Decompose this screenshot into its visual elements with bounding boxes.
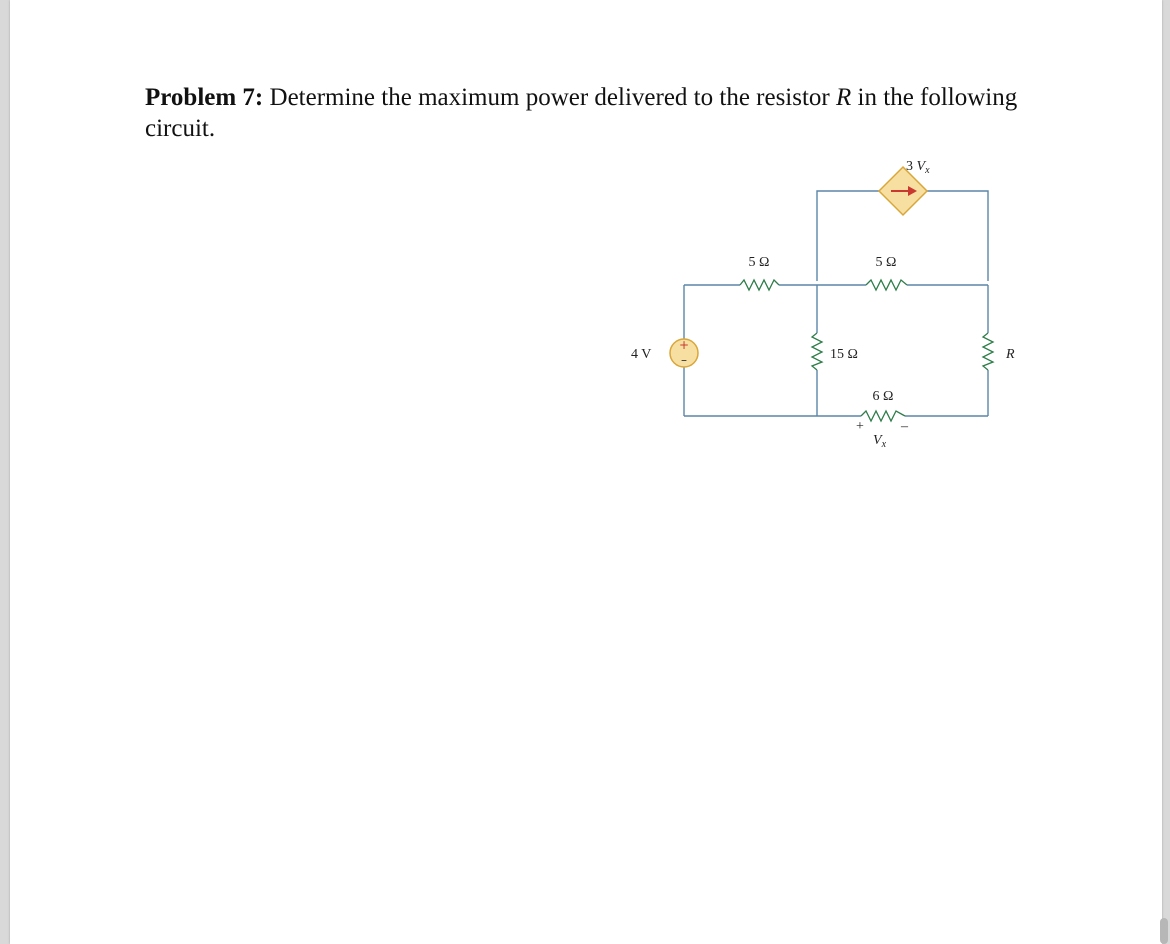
resistor-15ohm (812, 333, 822, 370)
svg-text:–: – (681, 353, 687, 367)
label-15ohm: 15 Ω (830, 347, 858, 362)
label-6ohm: 6 Ω (872, 389, 894, 404)
vx-plus: + (856, 419, 864, 434)
label-5ohm-left: 5 Ω (748, 255, 770, 270)
label-R: R (1006, 347, 1015, 362)
label-4v: 4 V (631, 347, 652, 362)
dependent-current-source-icon (879, 167, 927, 215)
vx-minus: – (901, 419, 908, 434)
problem-label: Problem 7: (145, 84, 264, 111)
problem-variable: R (836, 84, 852, 111)
resistor-5ohm-left (740, 280, 779, 290)
vx-label: $V_x$ (873, 433, 887, 450)
circuit-wires (684, 191, 988, 416)
resistor-6ohm (861, 411, 905, 421)
label-5ohm-mid: 5 Ω (875, 255, 897, 270)
scrollbar[interactable] (1160, 918, 1168, 944)
resistor-R (983, 333, 993, 370)
resistor-5ohm-mid (866, 280, 907, 290)
problem-text-after: in the following circuit. (145, 84, 1018, 142)
problem-text-before: Determine the maximum power delivered to the resistor (263, 84, 837, 111)
document-page (10, 0, 1162, 944)
svg-text:+: + (678, 338, 690, 352)
dependent-source-label: 3 $V_x$ (906, 159, 930, 176)
voltage-source-icon (670, 338, 698, 367)
circuit-diagram (10, 0, 1162, 944)
